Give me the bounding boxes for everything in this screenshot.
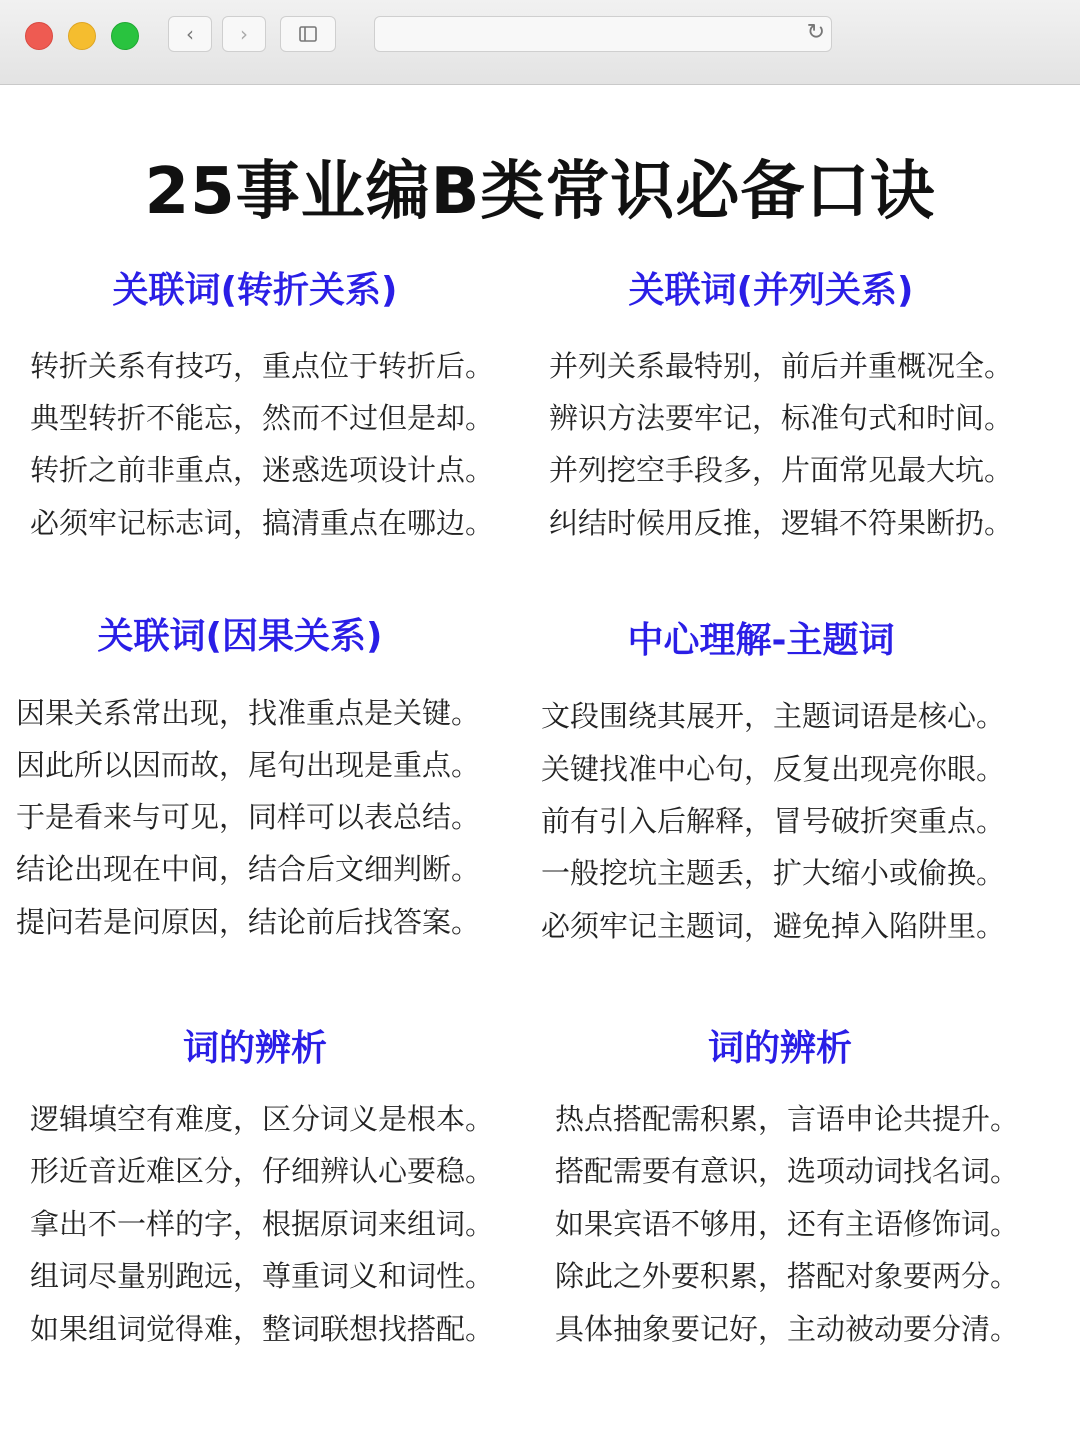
verse-line: 关键找准中心句，反复出现亮你眼。 [541, 752, 1006, 786]
verse-line: 除此之外要积累，搭配对象要两分。 [555, 1259, 1020, 1293]
section-heading: 关联词(因果关系) [97, 616, 383, 657]
address-bar[interactable] [374, 16, 832, 52]
section-heading: 关联词(转折关系) [112, 270, 398, 311]
section-heading: 词的辨析 [707, 1028, 852, 1069]
browser-titlebar [0, 0, 1080, 85]
verse-line: 于是看来与可见，同样可以表总结。 [16, 800, 481, 834]
chevron-left-icon: ‹ [186, 22, 194, 46]
back-button[interactable] [168, 16, 212, 52]
verse-line: 逻辑填空有难度，区分词义是根本。 [30, 1102, 495, 1136]
page-title: 25事业编B类常识必备口诀 [144, 155, 936, 229]
verse-line: 形近音近难区分，仔细辨认心要稳。 [30, 1154, 495, 1188]
verse-line: 文段围绕其展开，主题词语是核心。 [541, 699, 1006, 733]
verse-line: 提问若是问原因，结论前后找答案。 [16, 905, 481, 939]
forward-button[interactable] [222, 16, 266, 52]
sidebar-toggle-button[interactable] [280, 16, 336, 52]
minimize-window-button[interactable] [68, 22, 96, 50]
verse-line: 必须牢记标志词，搞清重点在哪边。 [30, 506, 495, 540]
verse-line: 因此所以因而故，尾句出现是重点。 [16, 748, 481, 782]
maximize-window-button[interactable] [111, 22, 139, 50]
verse-line: 因果关系常出现，找准重点是关键。 [16, 696, 481, 730]
verse-line: 组词尽量别跑远，尊重词义和词性。 [30, 1259, 495, 1293]
close-window-button[interactable] [25, 22, 53, 50]
verse-line: 典型转折不能忘，然而不过但是却。 [30, 401, 495, 435]
section-heading: 词的辨析 [182, 1028, 327, 1069]
verse-line: 热点搭配需积累，言语申论共提升。 [555, 1102, 1020, 1136]
sidebar-icon [299, 26, 317, 42]
verse-line: 一般挖坑主题丢，扩大缩小或偷换。 [541, 856, 1006, 890]
section-heading: 关联词(并列关系) [628, 270, 914, 311]
verse-line: 转折之前非重点，迷惑选项设计点。 [30, 453, 495, 487]
reload-icon[interactable]: ↻ [806, 20, 825, 45]
verse-line: 拿出不一样的字，根据原词来组词。 [30, 1207, 495, 1241]
chevron-right-icon: › [240, 22, 248, 46]
section-heading: 中心理解-主题词 [627, 620, 895, 661]
verse-line: 如果宾语不够用，还有主语修饰词。 [555, 1207, 1020, 1241]
verse-line: 结论出现在中间，结合后文细判断。 [16, 852, 481, 886]
verse-line: 必须牢记主题词，避免掉入陷阱里。 [541, 909, 1006, 943]
verse-line: 并列关系最特别，前后并重概况全。 [549, 349, 1014, 383]
verse-line: 转折关系有技巧，重点位于转折后。 [30, 349, 495, 383]
verse-line: 前有引入后解释，冒号破折突重点。 [541, 804, 1006, 838]
verse-line: 并列挖空手段多，片面常见最大坑。 [549, 453, 1014, 487]
verse-line: 纠结时候用反推，逻辑不符果断扔。 [549, 506, 1014, 540]
verse-line: 如果组词觉得难，整词联想找搭配。 [30, 1312, 495, 1346]
verse-line: 辨识方法要牢记，标准句式和时间。 [549, 401, 1014, 435]
verse-line: 搭配需要有意识，选项动词找名词。 [555, 1154, 1020, 1188]
verse-line: 具体抽象要记好，主动被动要分清。 [555, 1312, 1020, 1346]
